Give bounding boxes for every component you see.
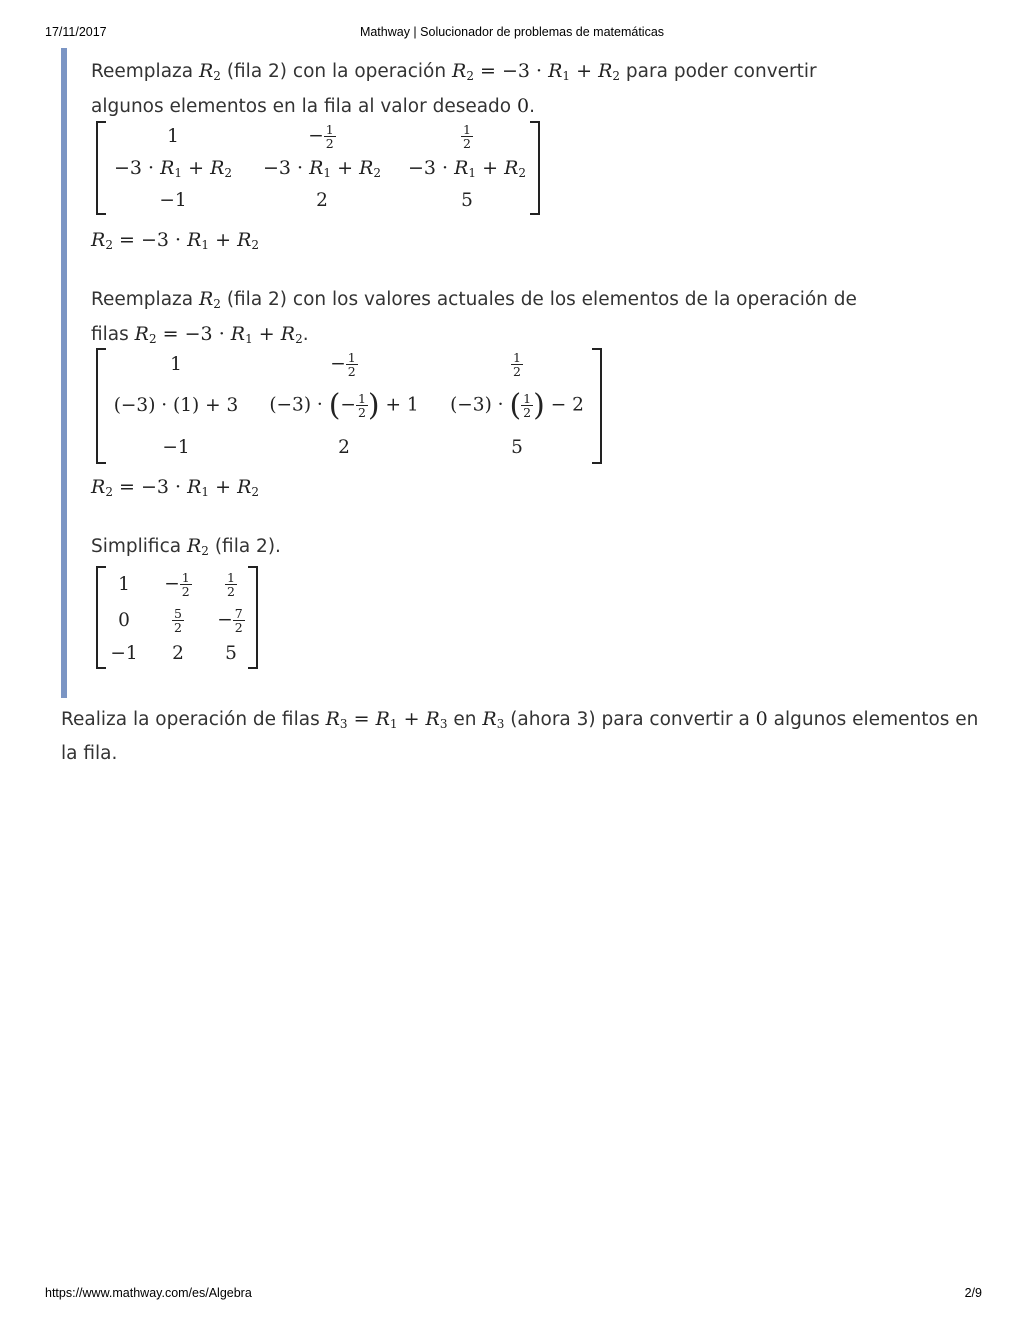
step2-equation: $R_2 = -3 \cdot R_1 + R_2$ (91, 476, 260, 499)
page-number: 2/9 (964, 1286, 982, 1300)
step1-equation: $R_2 = -3 \cdot R_1 + R_2$ (91, 229, 260, 252)
step2-matrix: 1 − $\frac{1}{2}$ $\frac{1}{2}$ (−3) · (1) + 3 (−3) · (− $\frac{1}{2}$ ) + 1 (−3) · ( $\frac{1}{2}$ ) − 2 −1 2 5 (96, 348, 602, 464)
print-date: 17/11/2017 (45, 25, 107, 39)
step1-text: Reemplaza $R_2$ (fila 2) con la operación $R_2 = -3 \cdot R_1 + R_2$ para poder convertir algunos elementos en la fila al valor deseado 0. (91, 60, 817, 117)
step2-text: Reemplaza $R_2$ (fila 2) con los valores actuales de los elementos de la operación de filas $R_2 = -3 \cdot R_1 + R_2$. (91, 288, 857, 346)
step-indicator-bar (61, 48, 67, 698)
page-title: Mathway | Solucionador de problemas de matemáticas (359, 25, 665, 39)
step3-matrix: 1 − $\frac{1}{2}$ $\frac{1}{2}$ 0 $\frac{5}{2}$ − $\frac{7}{2}$ −1 2 5 (96, 566, 258, 669)
step3-text: Simplifica $R_2$ (fila 2). (91, 535, 281, 558)
next-step-text: Realiza la operación de filas $R_3 = R_1 + R_3$ en $R_3$ (ahora 3) para convertir a 0 algunos elementos en la fila. (61, 708, 979, 764)
step1-matrix: 1 − $\frac{1}{2}$ $\frac{1}{2}$ $-3 \cdot R_1 + R_2$ $-3 \cdot R_1 + R_2$ $-3 \cdot R_1 + R_2$ −1 2 5 (96, 121, 540, 215)
page-url[interactable]: https://www.mathway.com/es/Algebra (45, 1286, 252, 1300)
